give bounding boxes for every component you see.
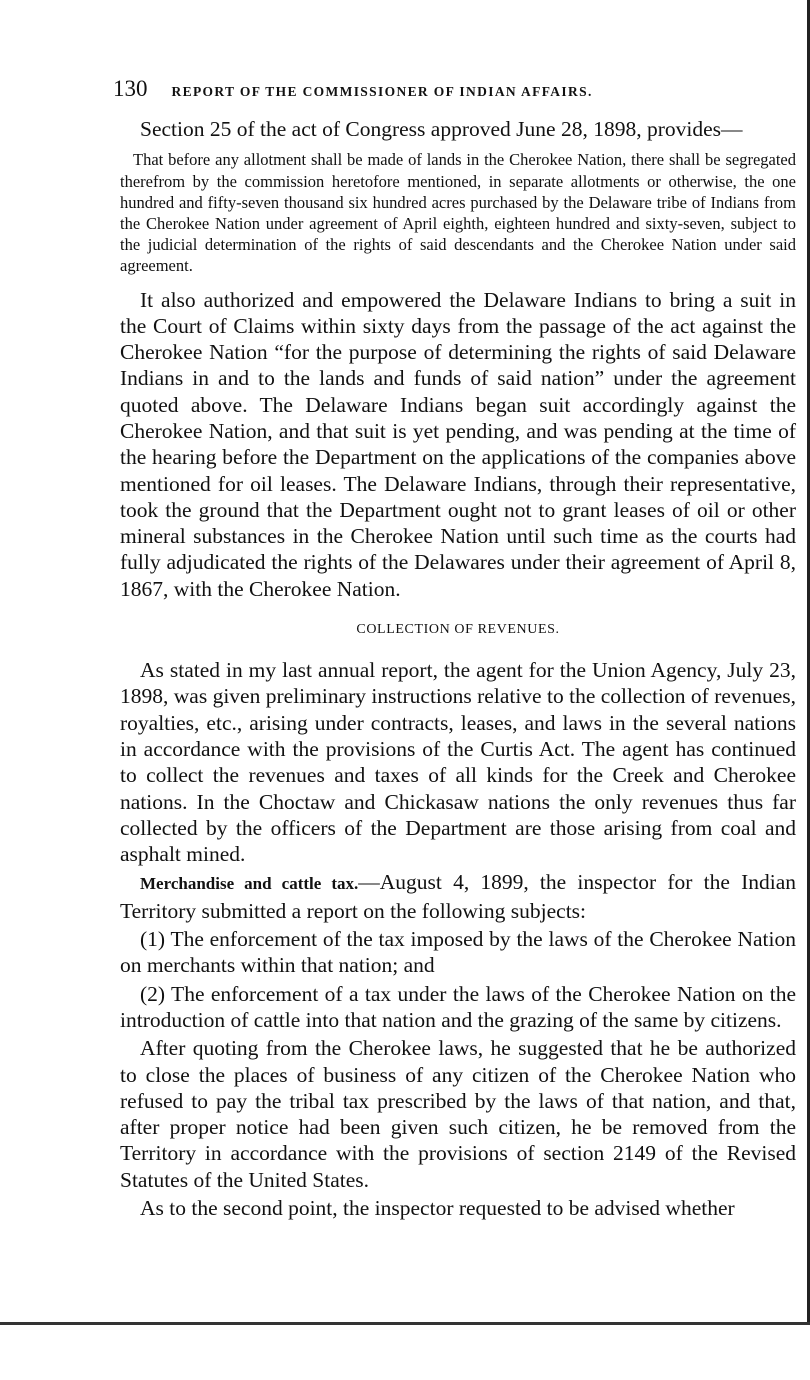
- page-number: 130: [113, 76, 148, 101]
- paragraph-second-point: As to the second point, the inspector requested to be advised whether: [140, 1196, 735, 1221]
- merchandise-lead: Merchandise and cattle tax.: [140, 874, 359, 894]
- section-heading: COLLECTION OF REVENUES.: [356, 622, 560, 638]
- paragraph-merchandise: [120, 869, 796, 924]
- page-header: [113, 76, 723, 102]
- running-head: REPORT OF THE COMMISSIONER OF INDIAN AFFAIRS.: [171, 84, 593, 99]
- paragraph-after-quoting: After quoting from the Cherokee laws, he suggested that he be authorized to close the places of business of any citizen of the Cherokee Nation who refused to pay the tribal tax prescribed by the laws of that nation, and that, after proper notice had been given such citizen, he be removed from the Territory in accordance with the provisions of section 2149 of the Revised Statutes of the United States.: [120, 1036, 796, 1192]
- page-body: [120, 116, 796, 1221]
- list-item-2: (2) The enforcement of a tax under the laws of the Cherokee Nation on the introduction of cattle into that nation and the grazing of the same by citizens.: [120, 981, 796, 1032]
- page-bottom-rule: [0, 1322, 810, 1325]
- block-quote: That before any allotment shall be made of lands in the Cherokee Nation, there shall be segregated therefrom by the commission heretofore mentioned, in separate allotments or otherwise, the one hundred and fifty-seven thousand six hundred acres purchased by the Delaware tribe of Indians from the Cherokee Nation under agreement of April eighth, eighteen hundred and sixty-seven, subject to the judicial determination of the rights of said descendants and the Cherokee Nation under said agreement.: [120, 150, 796, 276]
- intro-paragraph: Section 25 of the act of Congress approved June 28, 1898, provides—: [140, 117, 743, 141]
- merchandise-text: —August 4, 1899, the inspector for the Indian Territory submitted a report on the following subjects:: [120, 870, 796, 923]
- paragraph-delaware: It also authorized and empowered the Delaware Indians to bring a suit in the Court of Claims within sixty days from the passage of the act against the Cherokee Nation “for the purpose of determining the rights of said Delaware Indians in and to the lands and funds of said nation” under the agreement quoted above. The Delaware Indians began suit accordingly against the Cherokee Nation, and that suit is yet pending, and was pending at the time of the hearing before the Department on the applications of the companies above mentioned for oil leases. The Delaware Indians, through their representative, took the ground that the Department ought not to grant leases of oil or other mineral substances in the Cherokee Nation until such time as the courts had fully adjudicated the rights of the Delawares under their agreement of April 8, 1867, with the Cherokee Nation.: [120, 287, 796, 601]
- list-item-1: (1) The enforcement of the tax imposed by the laws of the Cherokee Nation on merchants within that nation; and: [120, 927, 796, 978]
- paragraph-revenues: As stated in my last annual report, the agent for the Union Agency, July 23, 1898, was given preliminary instructions relative to the collection of revenues, royalties, etc., arising under contracts, leases, and laws in the several nations in accordance with the provisions of the Curtis Act. The agent has continued to collect the revenues and taxes of all kinds for the Creek and Cherokee nations. In the Choctaw and Chickasaw nations the only revenues thus far collected by the officers of the Department are those arising from coal and asphalt mined.: [120, 658, 796, 867]
